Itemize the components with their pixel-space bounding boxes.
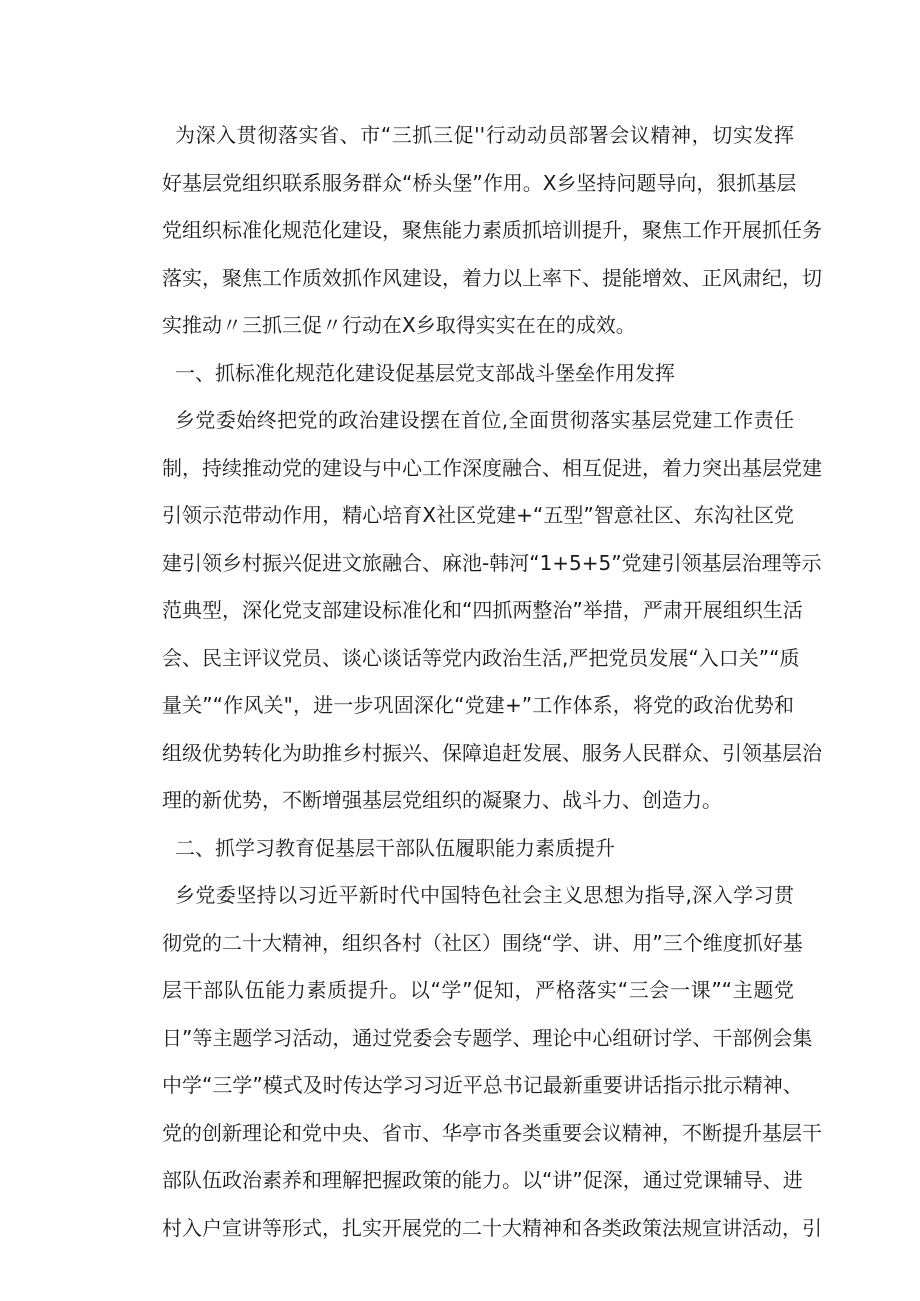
paragraph-section-2 — [162, 872, 822, 1252]
section-heading: 二、抓学习教育促基层干部队伍履职能力素质提升 — [175, 835, 615, 860]
document-body — [162, 112, 822, 1252]
text-line: 中学“三学”模式及时传达学习习近平总书记最新重要讲话指示批示精神、 — [162, 1073, 803, 1097]
text-line: 建引领乡村振兴促进文旅融合、麻池-韩河“1+5+5”党建引领基层治理等示 — [162, 550, 822, 575]
section-heading: 一、抓标准化规范化建设促基层党支部战斗堡垒作用发挥 — [175, 360, 675, 385]
paragraph-section-1 — [162, 397, 822, 825]
text-line: 党组织标准化规范化建设，聚焦能力素质抓培训提升，聚焦工作开展抓任务 — [162, 218, 822, 242]
text-line: 范典型，深化党支部建设标准化和“四抓两整治”举措，严肃开展组织生活 — [162, 598, 803, 622]
text-line: 为深入贯彻落实省、市“三抓三促''行动动员部署会议精神，切实发挥 — [175, 123, 794, 147]
text-line: 乡党委始终把党的政治建设摆在首位,全面贯彻落实基层党建工作责任 — [175, 408, 794, 432]
text-line: 落实，聚焦工作质效抓作风建设，着力以上率下、提能增效、正风肃纪，切 — [162, 265, 822, 290]
text-line: 乡党委坚持以习近平新时代中国特色社会主义思想为指导,深入学习贯 — [175, 883, 794, 907]
text-line: 组级优势转化为助推乡村振兴、保障追赶发展、服务人民群众、引领基层治 — [162, 740, 822, 765]
text-line: 引领示范带动作用，精心培育X社区党建+“五型”智意社区、东沟社区党 — [162, 503, 794, 527]
text-line: 层干部队伍能力素质提升。以“学”促知，严格落实“三会一课”“主题党 — [162, 978, 794, 1002]
paragraph-intro — [162, 112, 822, 350]
text-line: 村入户宣讲等形式，扎实开展党的二十大精神和各类政策法规宣讲活动，引 — [162, 1215, 822, 1240]
text-line: 党的创新理论和党中央、省市、华亭市各类重要会议精神，不断提升基层干 — [162, 1120, 822, 1145]
text-line: 实推动〃三抓三促〃行动在X乡取得实实在在的成效。 — [162, 313, 636, 337]
text-line: 理的新优势，不断增强基层党组织的凝聚力、战斗力、创造力。 — [162, 788, 722, 812]
text-line: 彻党的二十大精神，组织各村（社区）围绕“学、讲、用”三个维度抓好基 — [162, 930, 803, 955]
text-line: 量关”“作风关"，进一步巩固深化“党建+”工作体系，将党的政治优势和 — [162, 693, 794, 717]
text-line: 部队伍政治素养和理解把握政策的能力。以“讲”促深，通过党课辅导、进 — [162, 1168, 803, 1192]
text-line: 会、民主评议党员、谈心谈话等党内政治生活,严把党员发展“入口关”“质 — [162, 645, 800, 670]
text-line: 好基层党组织联系服务群众“桥头堡”作用。X乡坚持问题导向，狠抓基层 — [162, 170, 797, 195]
text-line: 日”等主题学习活动，通过党委会专题学、理论中心组研讨学、干部例会集 — [162, 1025, 813, 1050]
text-line: 制，持续推动党的建设与中心工作深度融合、相互促进，着力突出基层党建 — [162, 455, 822, 480]
